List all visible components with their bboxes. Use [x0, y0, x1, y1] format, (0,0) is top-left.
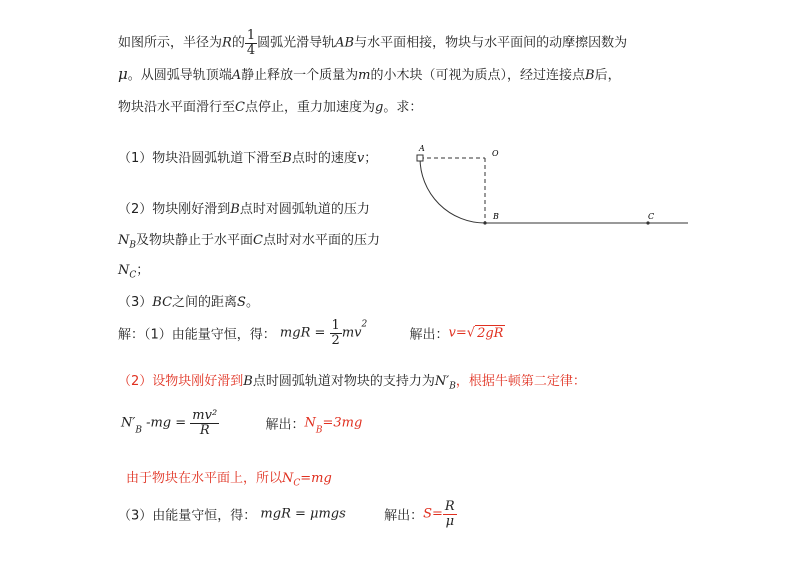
text: 。: [245, 295, 259, 310]
question-2-line-3: [118, 259, 149, 281]
solution-3: [118, 500, 457, 528]
point-B: [483, 221, 486, 224]
problem-line-3: [118, 96, 422, 115]
eq-right: mv: [341, 325, 362, 341]
text: 点停止，重力加速度为: [244, 100, 375, 115]
result-S: S=: [423, 506, 443, 522]
result-v: v=: [448, 325, 467, 341]
point-C: [646, 221, 649, 224]
arc-track: [420, 158, 485, 223]
text: （2）设物块刚好滑到: [118, 374, 244, 389]
question-3: [118, 291, 259, 310]
var-g: g: [374, 100, 384, 115]
result-value: =3mg: [322, 415, 363, 431]
text: 的: [231, 35, 245, 51]
text: （3）: [118, 295, 153, 310]
eq-energy: mgR = μmgs: [260, 506, 346, 522]
result-label: 解出：: [265, 417, 305, 433]
den: R: [199, 422, 210, 438]
text: 点时对圆弧轨道的压力: [239, 202, 370, 217]
var-N-prime: N′: [434, 374, 450, 389]
text: 如图所示，半径为: [118, 35, 223, 51]
fraction-half: [330, 319, 342, 347]
problem-line-2: [118, 64, 621, 83]
eq-left: mgR =: [279, 325, 326, 341]
question-2-line-2: [118, 229, 380, 251]
text: 及物块静止于水平面: [136, 233, 254, 248]
var-m: m: [358, 68, 371, 83]
label-C: C: [648, 212, 655, 221]
sup-2: 2: [361, 319, 368, 330]
text: ，根据牛顿第二定律：: [455, 374, 586, 389]
var-AB: AB: [335, 35, 355, 51]
var-A: A: [231, 68, 242, 83]
value-mg: =mg: [300, 471, 332, 486]
text: 。从圆弧导轨顶端: [127, 68, 232, 83]
var-S: S: [237, 295, 246, 310]
result-label: 解出：: [409, 327, 449, 343]
var-B: B: [230, 202, 240, 217]
var-C: C: [253, 233, 263, 248]
sub-B: B: [129, 240, 136, 251]
var-mu: μ: [118, 65, 128, 83]
text: 。求：: [383, 100, 423, 115]
result-N: N: [304, 415, 316, 431]
text: ；: [136, 263, 150, 278]
text: ；: [364, 151, 378, 166]
sqrt-2gR: √ 2gR: [466, 325, 504, 341]
var-R: R: [222, 35, 232, 51]
var-BC: BC: [152, 295, 173, 310]
text: 点时对水平面的压力: [262, 233, 380, 248]
text: 与水平面相接，物块与水平面间的动摩擦因数为: [354, 35, 628, 51]
text: 解：（1）由能量守恒，得：: [118, 327, 276, 343]
sub-B: B: [135, 425, 142, 436]
block: [417, 155, 423, 161]
den: 2: [331, 332, 340, 348]
var-B: B: [585, 68, 595, 83]
solution-1: [118, 319, 505, 347]
question-1: [118, 147, 377, 166]
sub-B: B: [315, 425, 323, 436]
var-B: B: [243, 374, 253, 389]
den: μ: [445, 513, 455, 529]
var-N: N: [118, 233, 130, 248]
var-N: N: [118, 263, 130, 278]
question-2-line-1: [118, 198, 370, 217]
label-O: O: [492, 149, 499, 158]
radicand: 2gR: [477, 325, 504, 341]
text: 静止释放一个质量为: [241, 68, 359, 83]
var-C: C: [235, 100, 245, 115]
text: （2）物块刚好滑到: [118, 202, 231, 217]
text: 之间的距离: [172, 295, 238, 310]
result-label: 解出：: [384, 508, 424, 524]
text: 的小木块（可视为质点），经过连接点: [370, 68, 586, 83]
den: 4: [246, 42, 256, 58]
var-N: N: [282, 471, 294, 486]
eq-N-prime: N′: [121, 415, 136, 431]
label-A: A: [419, 144, 425, 153]
sub-C: C: [293, 478, 301, 489]
solution-2-line-3: [126, 467, 332, 489]
num: 1: [246, 28, 256, 43]
sub-C: C: [129, 270, 137, 281]
text: 点时的速度: [291, 151, 357, 166]
num: R: [444, 499, 455, 514]
text: 圆弧光滑导轨: [257, 35, 336, 51]
var-B: B: [282, 151, 292, 166]
solution-2-equation: [121, 409, 362, 437]
num: 1: [331, 318, 340, 333]
sub-B: B: [449, 381, 456, 392]
text: 点时圆弧轨道对物块的支持力为: [252, 374, 435, 389]
track-diagram: [410, 140, 700, 240]
num: mv²: [192, 408, 218, 423]
problem-line-1: [118, 29, 627, 57]
solution-2-line-1: [118, 370, 586, 392]
label-B: B: [493, 212, 499, 221]
text: （1）物块沿圆弧轨道下滑至: [118, 151, 283, 166]
fraction-mv2-R: [190, 409, 219, 437]
text: 由于物块在水平面上，所以: [126, 471, 283, 486]
text: 物块沿水平面滑行至: [118, 100, 236, 115]
eq-mid: -mg =: [141, 415, 187, 431]
var-v: v: [356, 151, 365, 166]
fraction-quarter: [245, 29, 257, 57]
fraction-R-mu: [443, 500, 457, 528]
text: 后，: [594, 68, 621, 83]
text: （3）由能量守恒，得：: [118, 508, 257, 524]
